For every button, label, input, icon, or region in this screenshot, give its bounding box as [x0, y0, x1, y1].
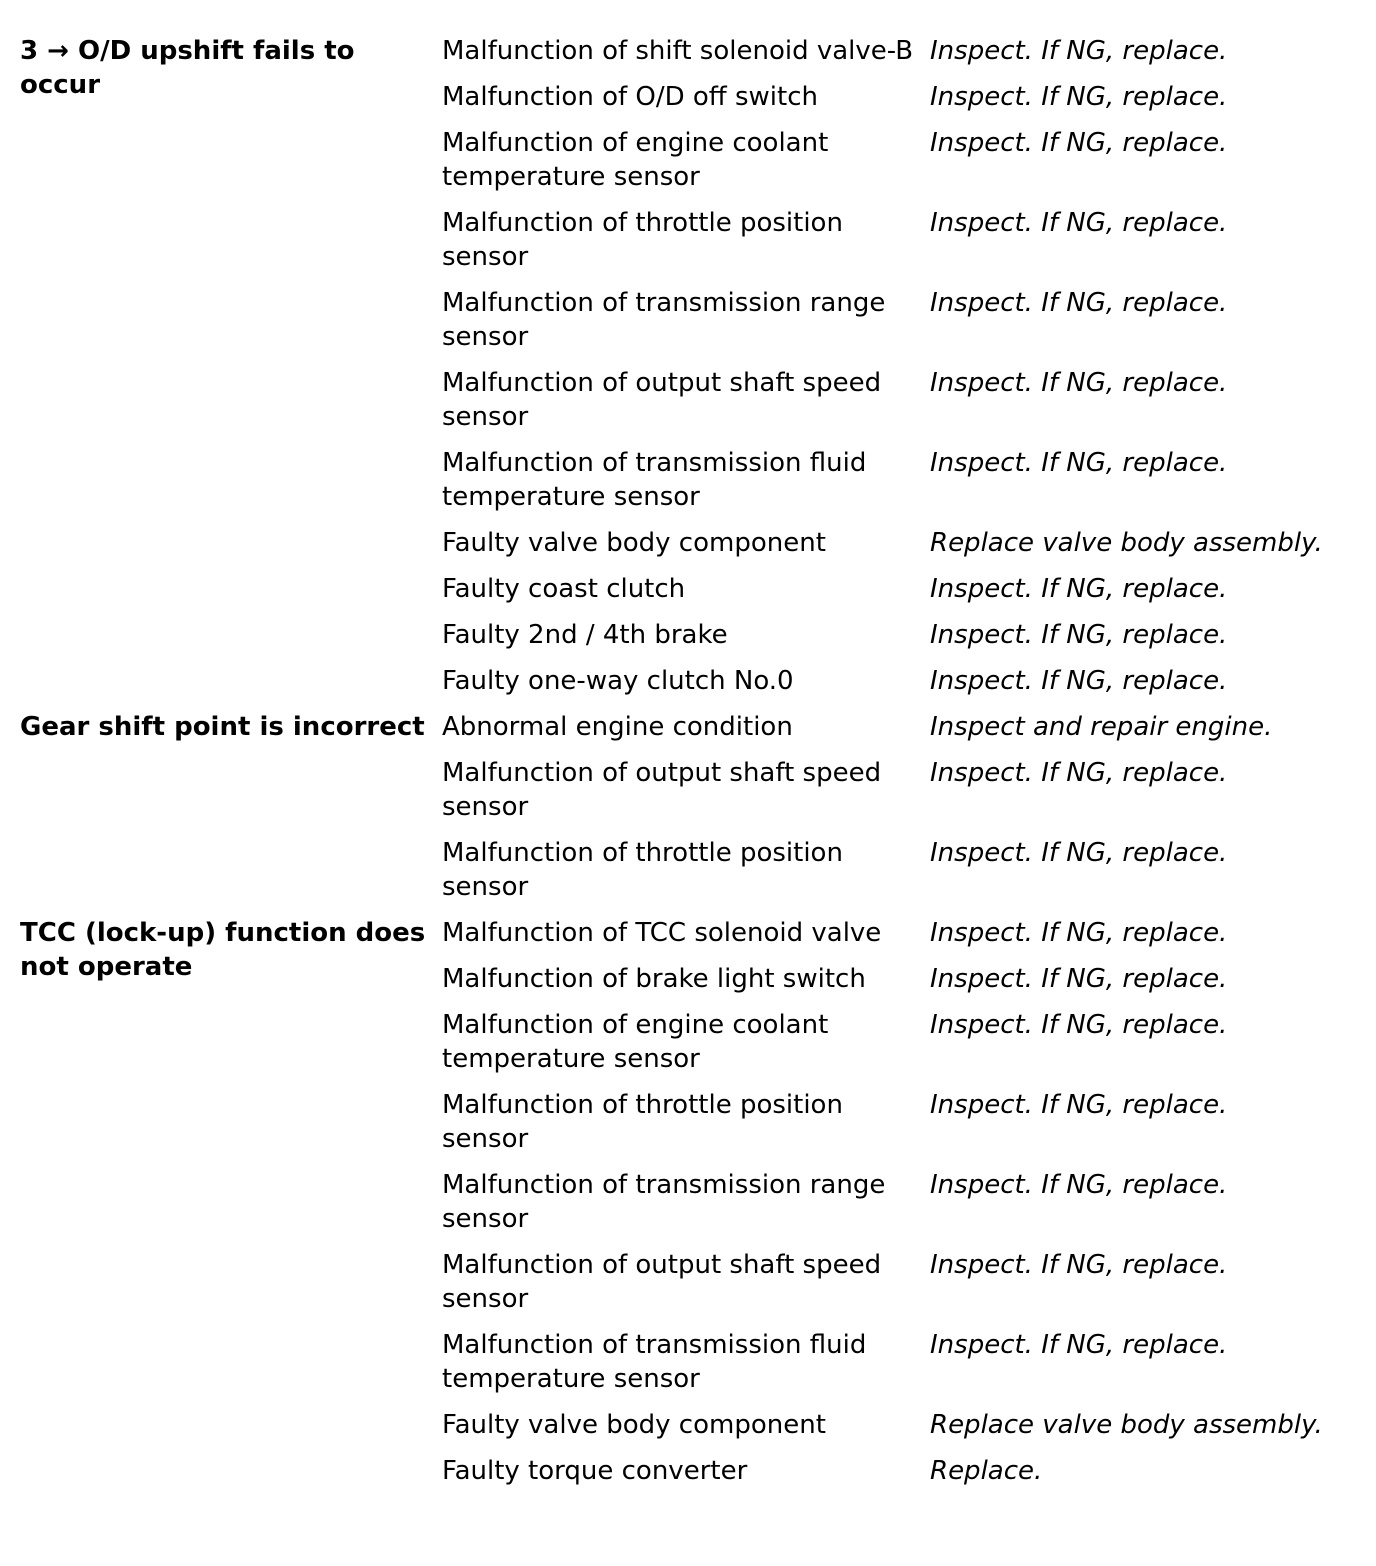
- remedy-cell: Inspect. If NG, replace.: [930, 1170, 1228, 1200]
- remedy-cell: Inspect. If NG, replace.: [930, 620, 1228, 650]
- cause-cell: Malfunction of engine coolant temperature sensor: [442, 128, 829, 192]
- remedy-cell: Inspect. If NG, replace.: [930, 918, 1228, 948]
- cause-cell: Faulty valve body component: [442, 528, 826, 558]
- remedy-cell: Inspect. If NG, replace.: [930, 758, 1228, 788]
- remedy-cell: Inspect. If NG, replace.: [930, 368, 1228, 398]
- remedy-cell: Inspect. If NG, replace.: [930, 1090, 1228, 1120]
- remedy-cell: Replace.: [930, 1456, 1043, 1486]
- table-row: [20, 34, 1360, 80]
- cause-cell: Faulty coast clutch: [442, 574, 686, 604]
- remedy-cell: Inspect. If NG, replace.: [930, 82, 1228, 112]
- remedy-cell: Replace valve body assembly.: [930, 528, 1323, 558]
- cause-cell: Malfunction of transmission range sensor: [442, 288, 886, 352]
- cause-cell: Malfunction of TCC solenoid valve: [442, 918, 882, 948]
- remedy-cell: Inspect. If NG, replace.: [930, 288, 1228, 318]
- remedy-cell: Inspect. If NG, replace.: [930, 1250, 1228, 1280]
- cause-cell: Malfunction of brake light switch: [442, 964, 866, 994]
- symptom-cell: TCC (lock-up) function does not operate: [20, 918, 426, 982]
- cause-cell: Malfunction of output shaft speed sensor: [442, 758, 882, 822]
- remedy-cell: Inspect. If NG, replace.: [930, 838, 1228, 868]
- cause-cell: Malfunction of transmission range sensor: [442, 1170, 886, 1234]
- remedy-cell: Inspect and repair engine.: [930, 712, 1273, 742]
- cause-cell: Malfunction of throttle position sensor: [442, 1090, 843, 1154]
- remedy-cell: Inspect. If NG, replace.: [930, 574, 1228, 604]
- table-row: [20, 710, 1360, 756]
- cause-cell: Malfunction of output shaft speed sensor: [442, 1250, 882, 1314]
- remedy-cell: Inspect. If NG, replace.: [930, 1010, 1228, 1040]
- cause-cell: Abnormal engine condition: [442, 712, 793, 742]
- remedy-cell: Inspect. If NG, replace.: [930, 36, 1228, 66]
- remedy-cell: Inspect. If NG, replace.: [930, 208, 1228, 238]
- diagnosis-table-body: [20, 34, 1360, 1500]
- remedy-cell: Inspect. If NG, replace.: [930, 964, 1228, 994]
- cause-cell: Malfunction of O/D off switch: [442, 82, 818, 112]
- cause-cell: Malfunction of shift solenoid valve-B: [442, 36, 914, 66]
- cause-cell: Malfunction of engine coolant temperature sensor: [442, 1010, 829, 1074]
- cause-cell: Malfunction of output shaft speed sensor: [442, 368, 882, 432]
- remedy-cell: Inspect. If NG, replace.: [930, 128, 1228, 158]
- cause-cell: Faulty valve body component: [442, 1410, 826, 1440]
- symptom-cell: Gear shift point is incorrect: [20, 712, 425, 742]
- table-row: [20, 916, 1360, 962]
- cause-cell: Faulty torque converter: [442, 1456, 748, 1486]
- diagnosis-table: [20, 34, 1360, 1500]
- symptom-cell: 3 → O/D upshift fails to occur: [20, 36, 355, 100]
- remedy-cell: Inspect. If NG, replace.: [930, 666, 1228, 696]
- remedy-cell: Inspect. If NG, replace.: [930, 1330, 1228, 1360]
- cause-cell: Malfunction of transmission fluid temperature sensor: [442, 1330, 867, 1394]
- cause-cell: Malfunction of throttle position sensor: [442, 208, 843, 272]
- cause-cell: Malfunction of transmission fluid temperature sensor: [442, 448, 867, 512]
- cause-cell: Faulty 2nd / 4th brake: [442, 620, 728, 650]
- remedy-cell: Inspect. If NG, replace.: [930, 448, 1228, 478]
- cause-cell: Malfunction of throttle position sensor: [442, 838, 843, 902]
- remedy-cell: Replace valve body assembly.: [930, 1410, 1323, 1440]
- cause-cell: Faulty one-way clutch No.0: [442, 666, 794, 696]
